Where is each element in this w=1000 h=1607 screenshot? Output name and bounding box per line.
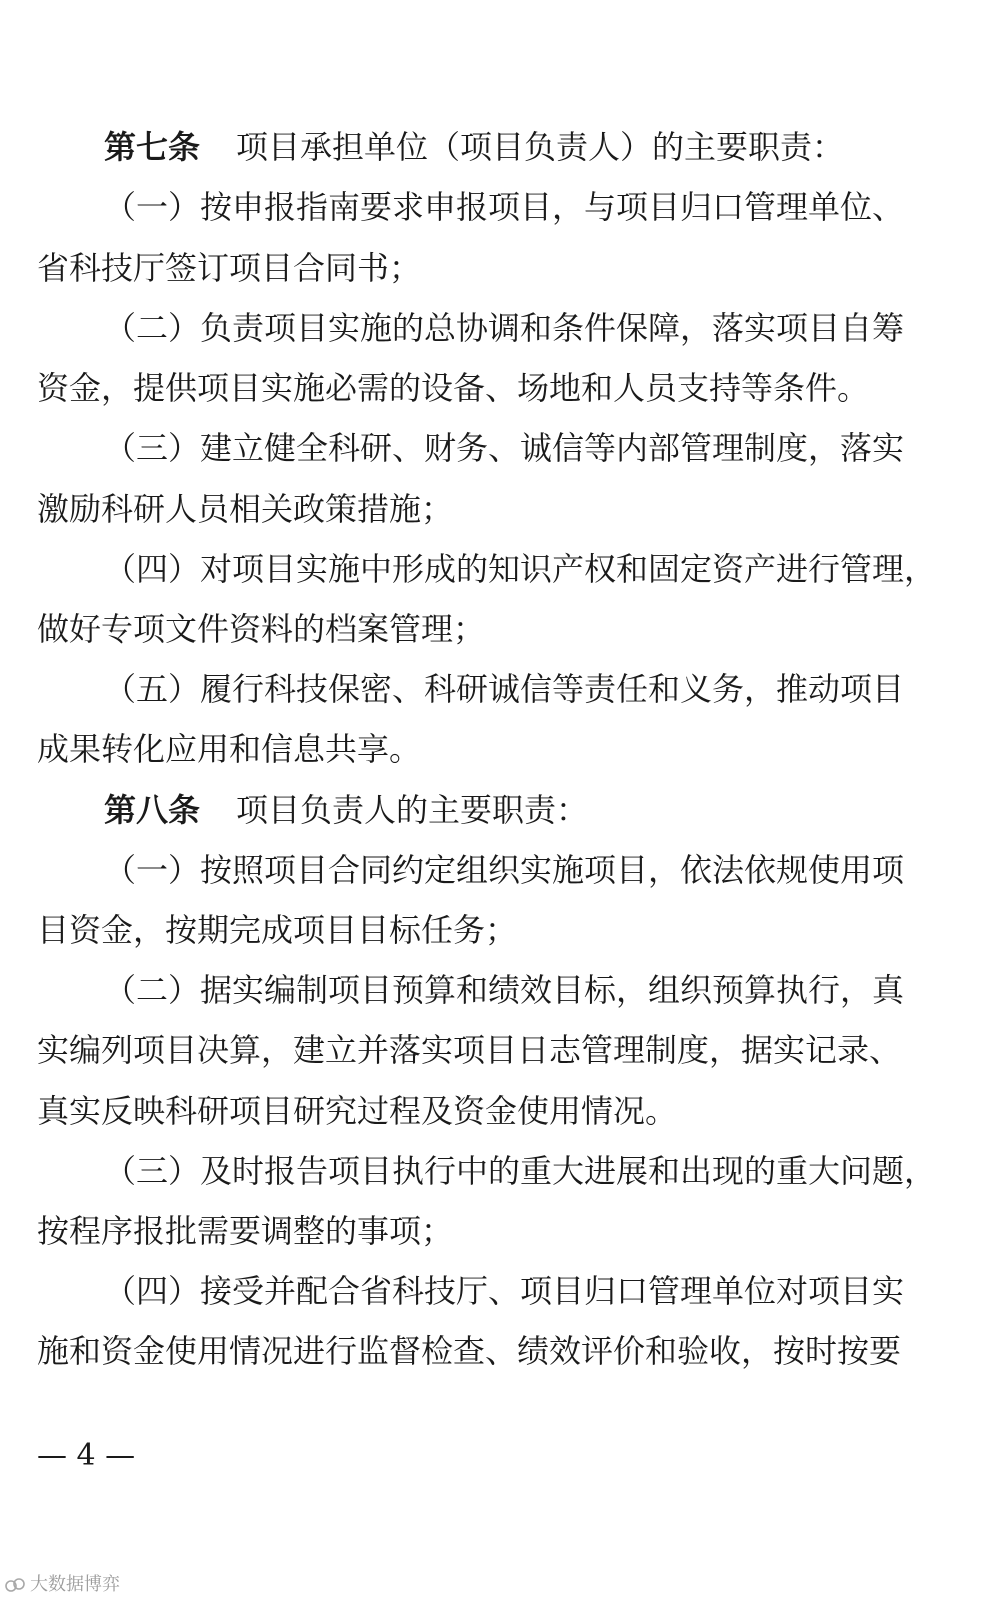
watermark: [4, 1572, 120, 1598]
article-7-item-5-line-2: 成果转化应用和信息共享。: [37, 730, 422, 768]
page-number: — 4 —: [37, 1438, 136, 1473]
article-8-item-1-line-2: 目资金，按期完成项目目标任务；: [37, 911, 518, 949]
article-8-item-2-line-1: （二）据实编制项目预算和绩效目标，组织预算执行，真: [104, 971, 905, 1009]
article-7-item-4-line-1: （四）对项目实施中形成的知识产权和固定资产进行管理，: [104, 550, 937, 588]
article-8-item-4-line-1: （四）接受并配合省科技厅、项目归口管理单位对项目实: [104, 1272, 905, 1310]
article-8-item-1-line-1: （一）按照项目合同约定组织实施项目，依法依规使用项: [104, 851, 905, 889]
article-7-title: 项目承担单位（项目负责人）的主要职责：: [236, 128, 845, 166]
article-7-item-5-line-1: （五）履行科技保密、科研诚信等责任和义务，推动项目: [104, 670, 905, 708]
article-8-heading: [0, 785, 1000, 835]
article-7-item-3-line-1: （三）建立健全科研、财务、诚信等内部管理制度，落实: [104, 429, 905, 467]
article-8-item-2-line-2: 实编列项目决算，建立并落实项目日志管理制度，据实记录、: [37, 1031, 902, 1069]
article-7-heading: [0, 122, 1000, 172]
article-7-label: 第七条: [104, 128, 201, 166]
article-8-title: 项目负责人的主要职责：: [236, 791, 589, 829]
article-8-item-4-line-2: 施和资金使用情况进行监督检查、绩效评价和验收，按时按要: [37, 1332, 902, 1370]
article-7-item-4-line-2: 做好专项文件资料的档案管理；: [37, 610, 486, 648]
article-7-item-3-line-2: 激励科研人员相关政策措施；: [37, 490, 454, 528]
article-8-item-3-line-1: （三）及时报告项目执行中的重大进展和出现的重大问题，: [104, 1152, 937, 1190]
article-7-item-2-line-2: 资金，提供项目实施必需的设备、场地和人员支持等条件。: [37, 369, 870, 407]
article-8-item-3-line-2: 按程序报批需要调整的事项；: [37, 1212, 454, 1250]
watermark-logo-icon: [4, 1577, 26, 1593]
article-7-item-1-line-1: （一）按申报指南要求申报项目，与项目归口管理单位、: [104, 188, 905, 226]
watermark-text: 大数据博弈: [30, 1574, 120, 1595]
article-7-item-2-line-1: （二）负责项目实施的总协调和条件保障，落实项目自筹: [104, 309, 905, 347]
article-7-item-1-line-2: 省科技厅签订项目合同书；: [37, 249, 422, 287]
article-8-label: 第八条: [104, 791, 201, 829]
article-8-item-2-line-3: 真实反映科研项目研究过程及资金使用情况。: [37, 1092, 678, 1130]
